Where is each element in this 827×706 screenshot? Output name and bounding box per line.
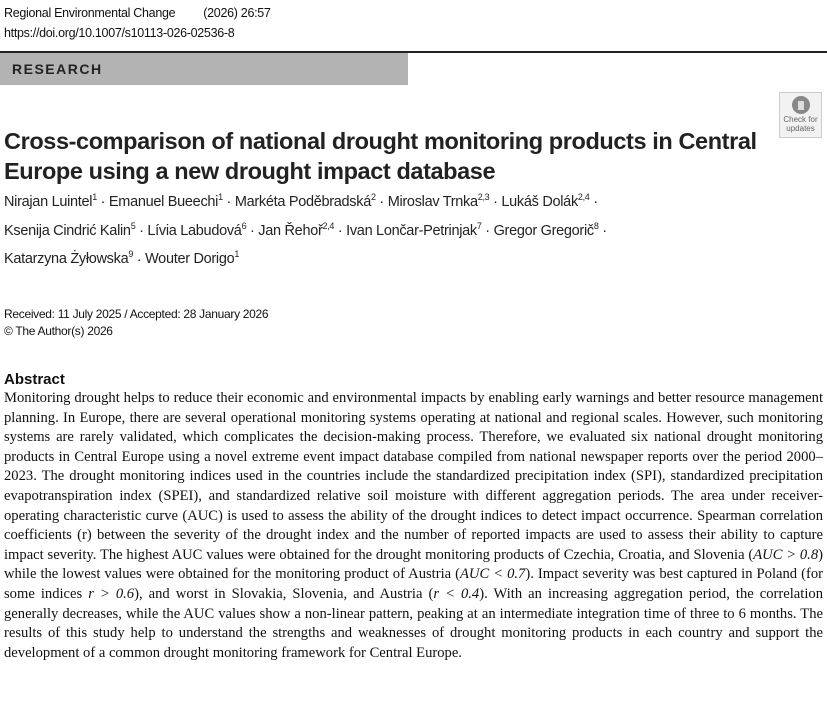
dates xyxy=(4,306,268,340)
author-separator: · xyxy=(135,222,148,239)
author[interactable] xyxy=(4,251,133,267)
abstract-segment: ) while the lowest values were obtained for the monitoring product of Austria ( xyxy=(4,546,824,583)
affiliation-number: 2,3 xyxy=(477,192,490,202)
author-list xyxy=(4,185,819,271)
math-r-gt: r > 0.6 xyxy=(88,585,135,602)
section-label: RESEARCH xyxy=(12,61,103,77)
author-separator: · xyxy=(246,222,259,239)
copyright: © The Author(s) 2026 xyxy=(4,324,113,338)
author-name: Nirajan Luintel xyxy=(4,193,93,210)
affiliation-number: 6 xyxy=(241,220,247,231)
author-separator: · xyxy=(489,193,502,210)
author[interactable] xyxy=(493,220,599,239)
author-separator: · xyxy=(96,193,109,210)
author-name: Lukáš Dolák xyxy=(501,193,578,210)
author[interactable] xyxy=(147,220,247,239)
math-auc-gt: AUC > 0.8 xyxy=(753,546,819,563)
bookmark-icon xyxy=(792,96,810,114)
check-updates-line2: updates xyxy=(786,124,815,133)
author-name: Wouter Dorigo xyxy=(145,251,235,268)
check-updates-line1: Check for xyxy=(783,115,818,124)
affiliation-number: 1 xyxy=(218,192,223,202)
received-date: Received: 11 July 2025 / Accepted: 28 January 2026 xyxy=(4,307,269,321)
author-name: Miroslav Trnka xyxy=(387,193,478,210)
author-separator: · xyxy=(375,193,388,210)
author-name: Ivan Lončar-Petrinjak xyxy=(346,222,477,239)
paper-title: Cross-comparison of national drought monitoring products in Central Europe using a new drought impact database xyxy=(4,128,757,184)
abstract-segment: Monitoring drought helps to reduce their economic and environmental impacts by enabling early warnings and better resource management planning. In Europe, there are several operational monitoring systems operating at national and regional scales. However, such monitoring systems are rarely validated, which complicates the decision-making process. Therefore, we evaluated six national drought monitoring products in Central Europe using a novel extreme event impact database compiled from national newspaper reports over the period 2000–2023. The drought monitoring indices used in the countries include the standardized precipitation index (SPI), standardized precipitation evapotranspiration index (SPEI), and standardized relative soil moisture with different aggregation periods. The area under receiver-operating characteristic curve (AUC) is used to assess the ability of the drought indices to detect impact occurrence. Spearman correlation coefficients (r) between the severity of the drought index and the number of reported impacts are used to assess their ability to capture impact severity. The highest AUC values were obtained for the drought monitoring products of Czechia, Croatia, and Slovenia ( xyxy=(4,390,823,563)
author[interactable] xyxy=(501,194,589,210)
abstract-segment: ). Impact severity was best captured in Poland (for some indices xyxy=(4,566,824,602)
author[interactable] xyxy=(346,220,482,239)
author[interactable] xyxy=(109,194,223,210)
author-name: Ksenija Cindrić Kalin xyxy=(4,222,131,239)
abstract-heading: Abstract xyxy=(4,371,65,388)
abstract-segment: ). With an increasing aggregation period, the correlation generally decreases, while the AUC values show a non-linear pattern, peaking at an intermediate integration time of three to 6 months. The results of this study help to understand the strengths and weaknesses of drought monitoring products in each country and support the development of a common drought monitoring framework for Central Europe. xyxy=(4,585,823,661)
author[interactable] xyxy=(388,194,490,210)
author-separator: · xyxy=(334,222,347,239)
author[interactable] xyxy=(4,220,136,239)
author-separator: · xyxy=(598,222,607,239)
journal-header xyxy=(4,6,271,20)
abstract-text xyxy=(4,389,823,663)
author-separator: · xyxy=(481,222,494,239)
affiliation-number: 9 xyxy=(128,249,134,260)
abstract-segment: ), and worst in Slovakia, Slovenia, and Austria ( xyxy=(134,585,434,602)
affiliation-number: 2 xyxy=(370,192,376,202)
math-r-lt: r < 0.4 xyxy=(433,585,480,602)
author-name: Jan Řehoř xyxy=(258,222,323,239)
author[interactable] xyxy=(235,194,376,210)
author-name: Lívia Labudová xyxy=(147,222,242,239)
section-bar xyxy=(0,53,408,85)
affiliation-number: 1 xyxy=(92,192,97,202)
author[interactable] xyxy=(258,220,335,239)
author-name: Emanuel Bueechi xyxy=(108,193,219,210)
author[interactable] xyxy=(145,251,239,267)
author-name: Gregor Gregorič xyxy=(493,222,594,239)
author-separator: · xyxy=(222,193,235,210)
author[interactable] xyxy=(4,194,97,210)
doi-link[interactable]: https://doi.org/10.1007/s10113-026-02536-8 xyxy=(4,26,235,40)
volume-info: (2026) 26:57 xyxy=(203,6,271,20)
affiliation-number: 2,4 xyxy=(322,220,335,231)
author-separator: · xyxy=(589,193,598,210)
author-name: Katarzyna Żyłowska xyxy=(4,251,129,268)
journal-name: Regional Environmental Change xyxy=(4,6,176,20)
affiliation-number: 7 xyxy=(476,220,482,231)
affiliation-number: 8 xyxy=(593,220,599,231)
author-separator: · xyxy=(133,251,146,268)
math-auc-lt: AUC < 0.7 xyxy=(460,566,526,583)
affiliation-number: 1 xyxy=(234,249,240,260)
author-name: Markéta Poděbradská xyxy=(234,193,371,210)
affiliation-number: 5 xyxy=(130,220,136,231)
affiliation-number: 2,4 xyxy=(577,192,590,202)
